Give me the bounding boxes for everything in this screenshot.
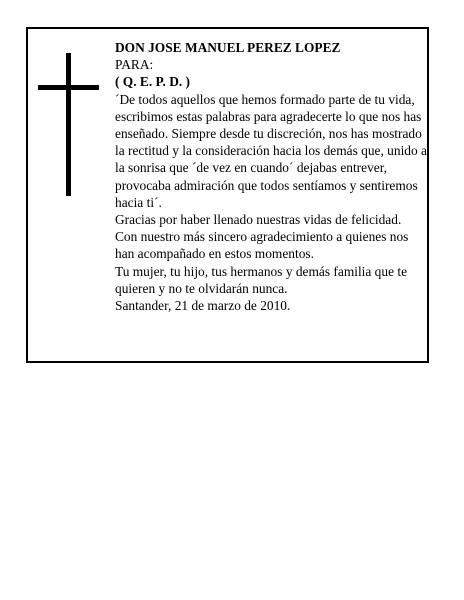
para-label: PARA: — [115, 57, 154, 73]
family-signature: Tu mujer, tu hijo, tus hermanos y demás familia que te quieren y no te olvidarán nunca. — [115, 263, 408, 296]
cross-horizontal-bar — [38, 85, 99, 90]
message-paragraph: ´De todos aquellos que hemos formado parte de tu vida, escribimos estas palabras para agradecerte lo que nos has enseñado. Siempre desde tu discreción, nos has mostrado la rectitud y la consideración hacia los demás que, unido a la sonrisa que ´de vez en cuando´ dejabas entrever, provocaba admiración que todos sentíamos y sentiremos hacia ti´. — [115, 91, 427, 210]
qepd-label: ( Q. E. P. D. ) — [115, 74, 191, 90]
cross-vertical-bar — [66, 53, 71, 196]
place-date-line: Santander, 21 de marzo de 2010. — [115, 298, 291, 314]
deceased-name: DON JOSE MANUEL PEREZ LOPEZ — [115, 40, 341, 55]
acknowledgement-paragraph: Con nuestro más sincero agradecimiento a quienes nos han acompañado en estos momentos. — [115, 229, 409, 262]
gratitude-line: Gracias por haber llenado nuestras vidas de felicidad. — [115, 212, 402, 228]
notice-text-block — [115, 39, 427, 314]
